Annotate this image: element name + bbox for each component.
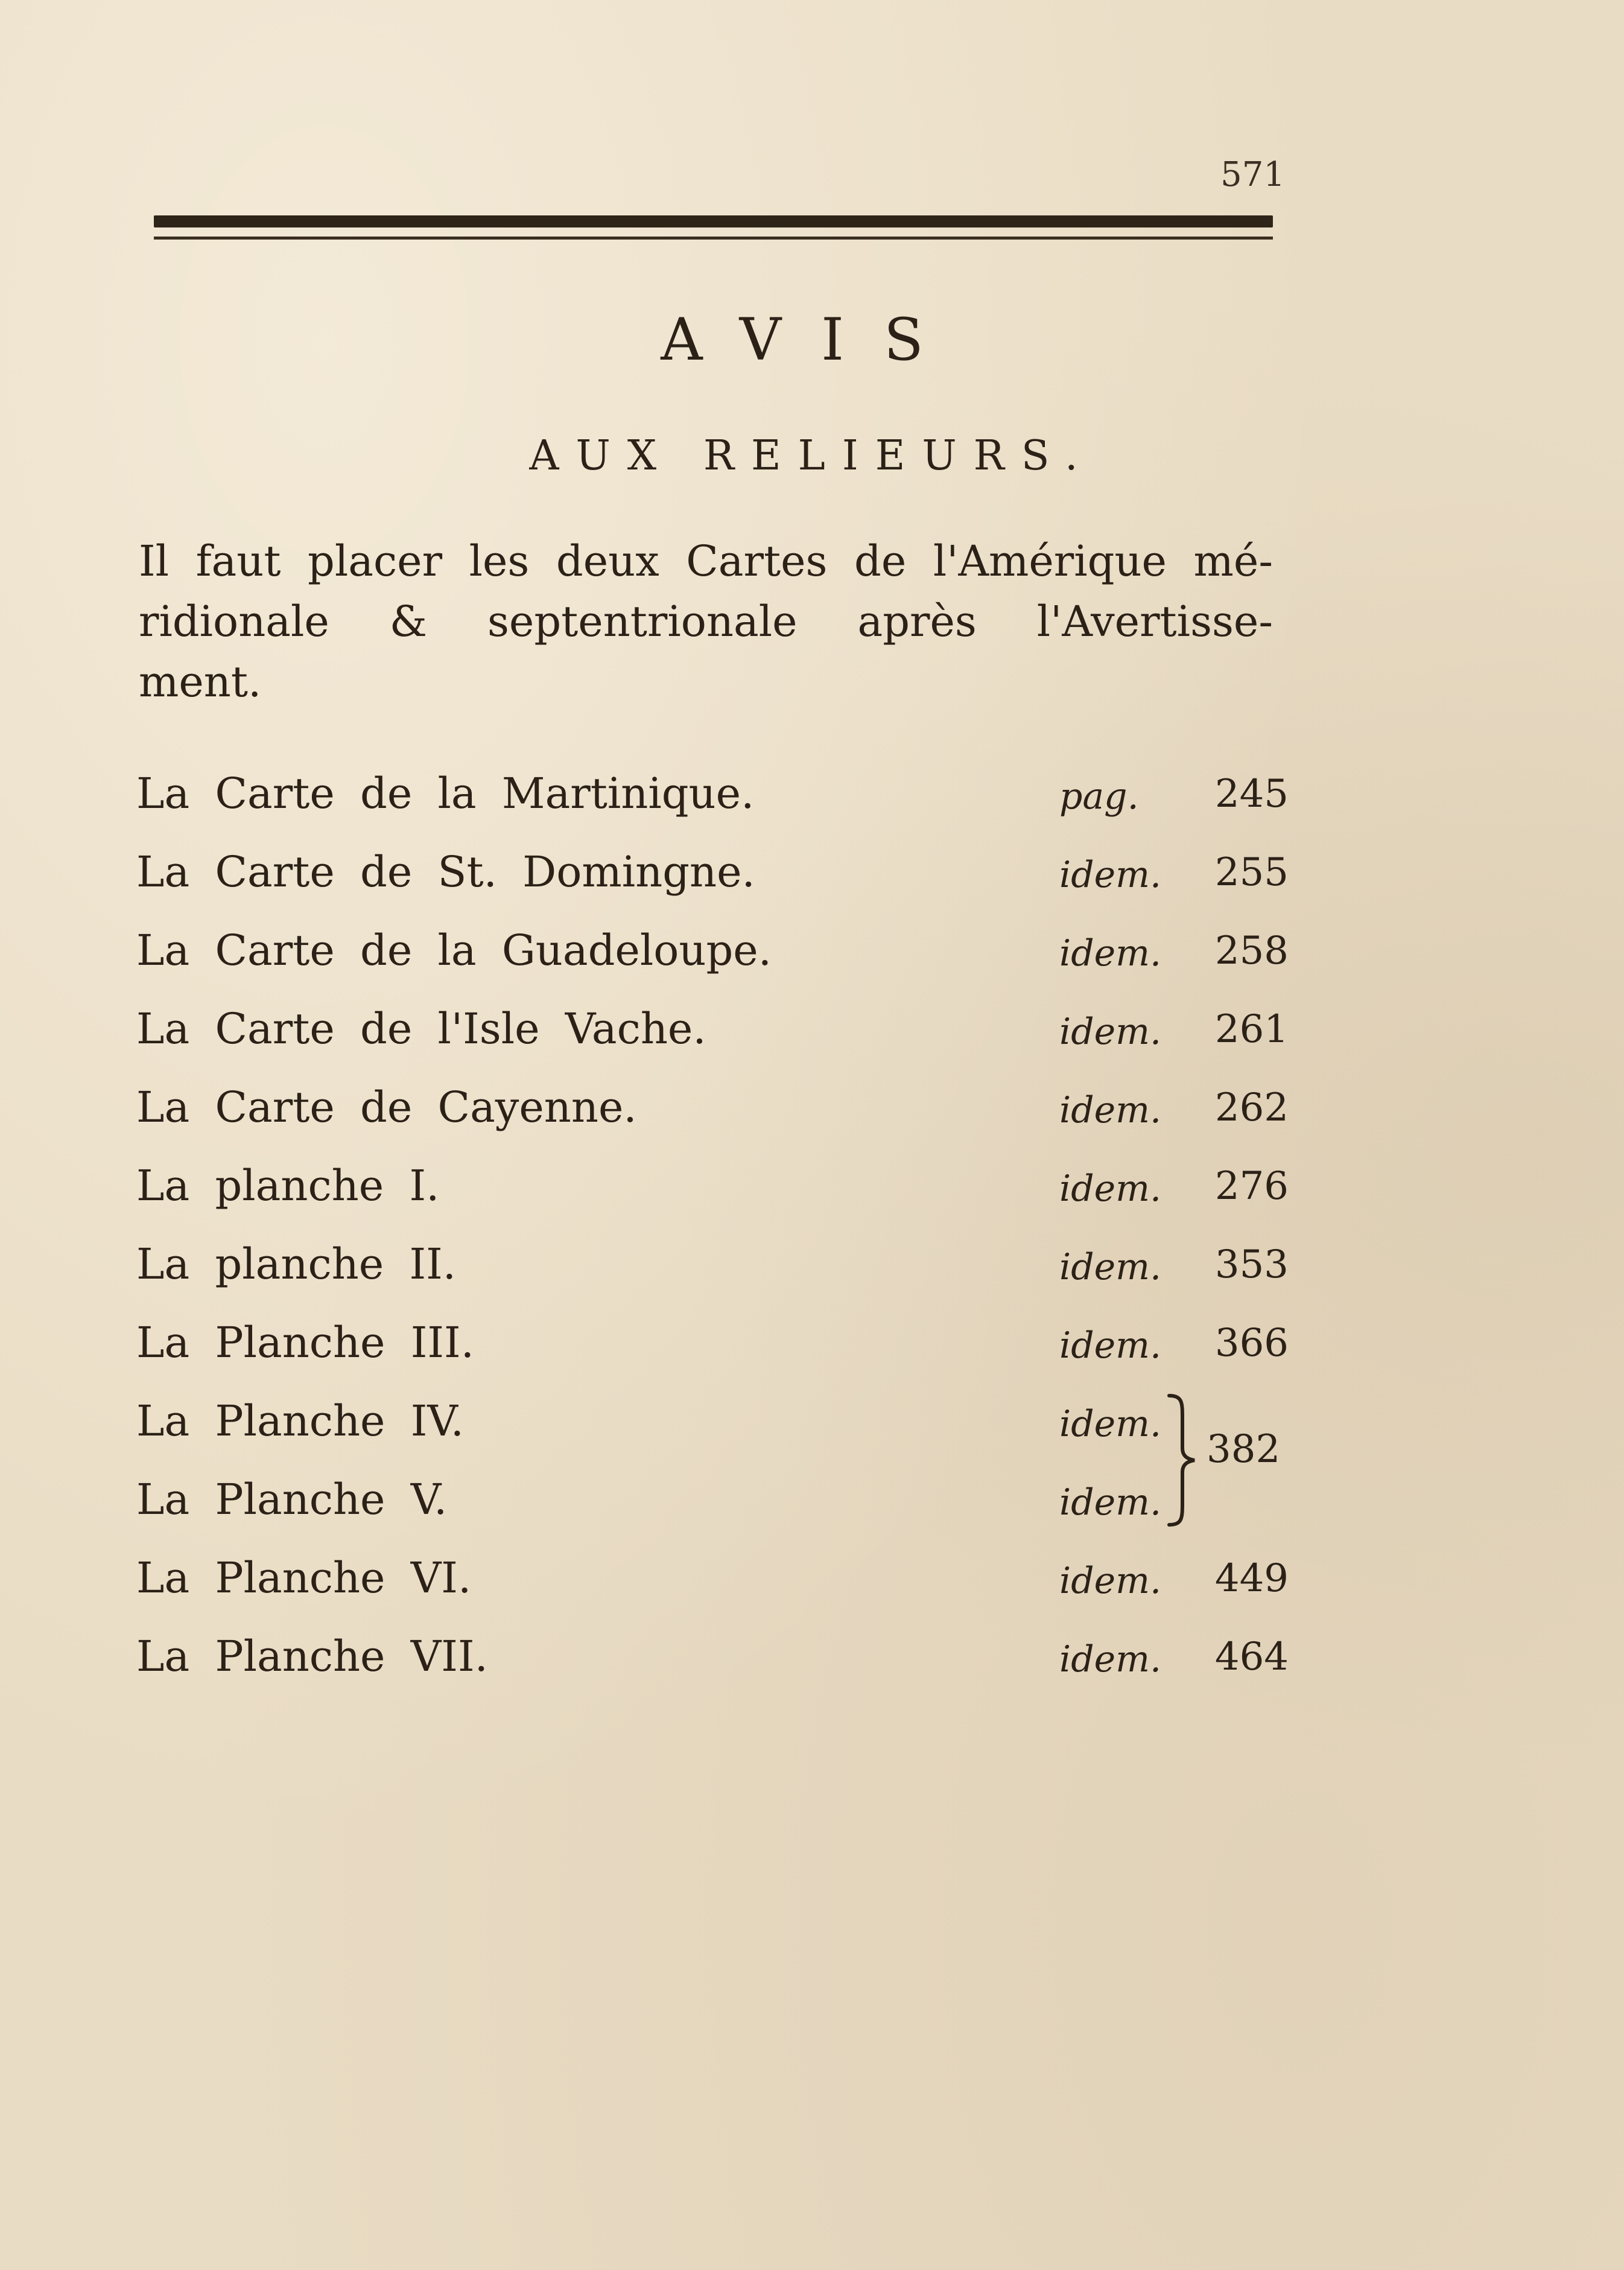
item-reference: pag. [1059, 775, 1139, 818]
page-title: AVIS [661, 306, 963, 374]
list-item [136, 1237, 1289, 1315]
item-label: La Carte de St. Domingne. [136, 847, 755, 897]
list-item [136, 1159, 1289, 1237]
page-subtitle: AUX RELIEURS. [529, 432, 1095, 480]
item-reference: idem. [1059, 932, 1162, 974]
item-page-number: 245 [1214, 772, 1289, 816]
item-reference: idem. [1059, 1089, 1162, 1131]
plates-list [136, 766, 1289, 1708]
item-page-number: 276 [1214, 1164, 1289, 1209]
list-item [136, 1472, 1283, 1551]
list-item [136, 766, 1289, 845]
item-reference: idem. [1059, 1481, 1162, 1524]
item-reference: idem. [1059, 1324, 1162, 1367]
item-label: La planche I. [136, 1161, 440, 1210]
item-page-number: 261 [1214, 1007, 1289, 1052]
item-label: La planche II. [136, 1239, 456, 1289]
intro-line: ment. [139, 657, 262, 707]
list-item [136, 1551, 1289, 1629]
item-reference: idem. [1059, 1168, 1162, 1210]
curly-brace-icon [1164, 1391, 1201, 1530]
item-label: La Planche IV. [136, 1396, 464, 1446]
item-page-number: 353 [1214, 1242, 1289, 1287]
item-page-number: 258 [1214, 929, 1289, 973]
list-item [136, 923, 1289, 1002]
item-reference: idem. [1059, 1011, 1162, 1053]
list-item [136, 845, 1289, 923]
item-label: La Carte de Cayenne. [136, 1083, 637, 1132]
header-rule-thick [154, 215, 1273, 227]
item-label: La Planche V. [136, 1475, 448, 1524]
page-number: 571 [1220, 155, 1285, 194]
intro-paragraph [139, 531, 1273, 712]
item-reference: idem. [1059, 1403, 1162, 1445]
item-page-number: 366 [1214, 1321, 1289, 1365]
item-page-number: 449 [1214, 1556, 1289, 1601]
intro-line: ridionale & septentrionale après l'Avertisse- [139, 597, 1273, 646]
item-label: La Planche VII. [136, 1632, 488, 1681]
header-rule-thin [154, 237, 1273, 240]
item-page-number: 464 [1214, 1635, 1289, 1679]
intro-line: Il faut placer les deux Cartes de l'Amérique mé- [139, 536, 1273, 586]
item-label: La Carte de l'Isle Vache. [136, 1004, 706, 1054]
item-page-number: 262 [1214, 1086, 1289, 1130]
list-item [136, 1315, 1289, 1394]
item-reference: idem. [1059, 854, 1162, 896]
item-label: La Carte de la Martinique. [136, 769, 755, 818]
list-item [136, 1629, 1289, 1708]
item-label: La Planche III. [136, 1318, 474, 1367]
list-item [136, 1002, 1289, 1080]
item-label: La Planche VI. [136, 1553, 472, 1603]
bracket-page-number: 382 [1207, 1427, 1281, 1472]
item-reference: idem. [1059, 1638, 1162, 1680]
item-reference: idem. [1059, 1560, 1162, 1602]
item-label: La Carte de la Guadeloupe. [136, 926, 772, 975]
item-page-number: 255 [1214, 850, 1289, 895]
list-item [136, 1394, 1283, 1472]
item-reference: idem. [1059, 1246, 1162, 1288]
list-item [136, 1080, 1289, 1159]
